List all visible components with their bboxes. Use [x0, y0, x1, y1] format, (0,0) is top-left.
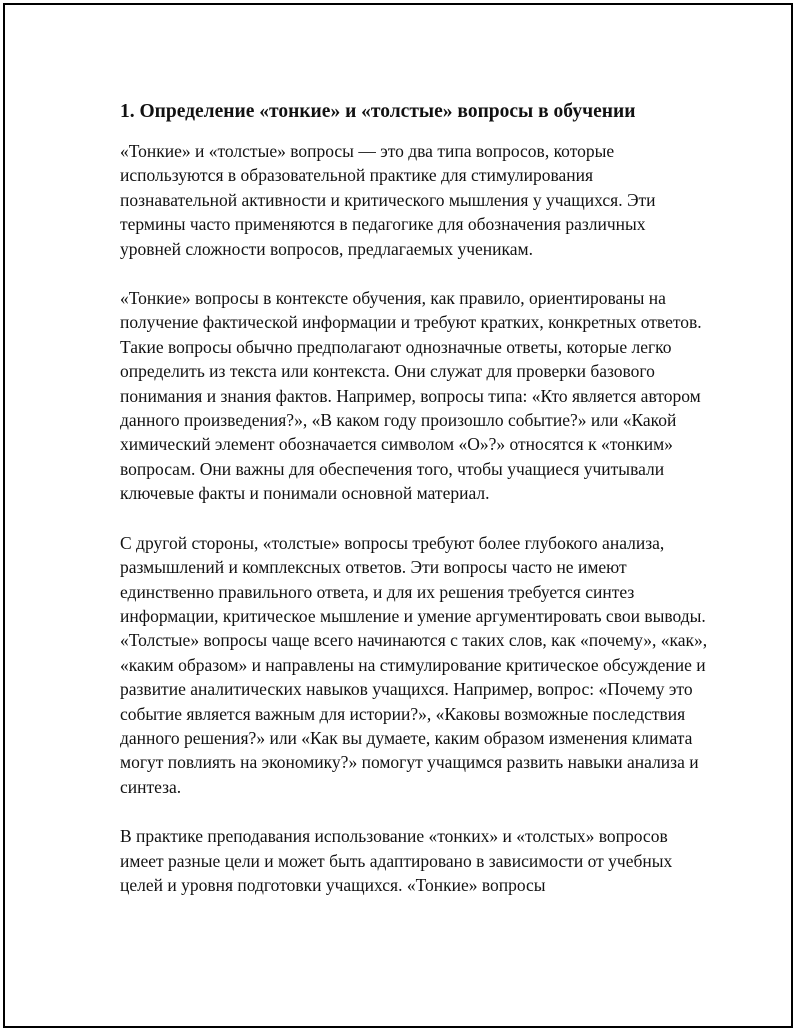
paragraph-thin-questions: «Тонкие» вопросы в контексте обучения, как правило, ориентированы на получение фактической информации и требуют кратких, конкретных ответов. Такие вопросы обычно предполагают однозначные ответы, которые легко определить из текста или контекста. Они служат для проверки базового понимания и знания фактов. Например, вопросы типа: «Кто является автором данного произведения?», «В каком году произошло событие?» или «Какой химический элемент обозначается символом «O»?» относятся к «тонким» вопросам. Они важны для обеспечения того, чтобы учащиеся учитывали ключевые факты и понимали основной материал. — [120, 288, 702, 504]
paragraph-practice: В практике преподавания использование «тонких» и «толстых» вопросов имеет разные цели и может быть адаптировано в зависимости от учебных целей и уровня подготовки учащихся. «Тонкие» вопросы — [120, 826, 673, 895]
section-heading: 1. Определение «тонкие» и «толстые» вопросы в обучении — [120, 101, 636, 122]
paragraph-intro: «Тонкие» и «толстые» вопросы — это два типа вопросов, которые используются в образовательной практике для стимулирования познавательной активности и критического мышления у учащихся. Эти термины часто применяются в педагогике для обозначения различных уровней сложности вопросов, предлагаемых ученикам. — [120, 141, 656, 259]
document-body — [120, 97, 710, 922]
page-frame — [3, 3, 793, 1028]
paragraph-thick-questions: С другой стороны, «толстые» вопросы требуют более глубокого анализа, размышлений и комплексных ответов. Эти вопросы часто не имеют единственно правильного ответа, и для их решения требуется синтез информации, критическое мышление и умение аргументировать свои выводы. «Толстые» вопросы чаще всего начинаются с таких слов, как «почему», «как», «каким образом» и направлены на стимулирование критическое обсуждение и развитие аналитических навыков учащихся. Например, вопрос: «Почему это событие является важным для истории?», «Каковы возможные последствия данного решения?» или «Как вы думаете, каким образом изменения климата могут повлиять на экономику?» помогут учащимся развить навыки анализа и синтеза. — [120, 532, 708, 797]
